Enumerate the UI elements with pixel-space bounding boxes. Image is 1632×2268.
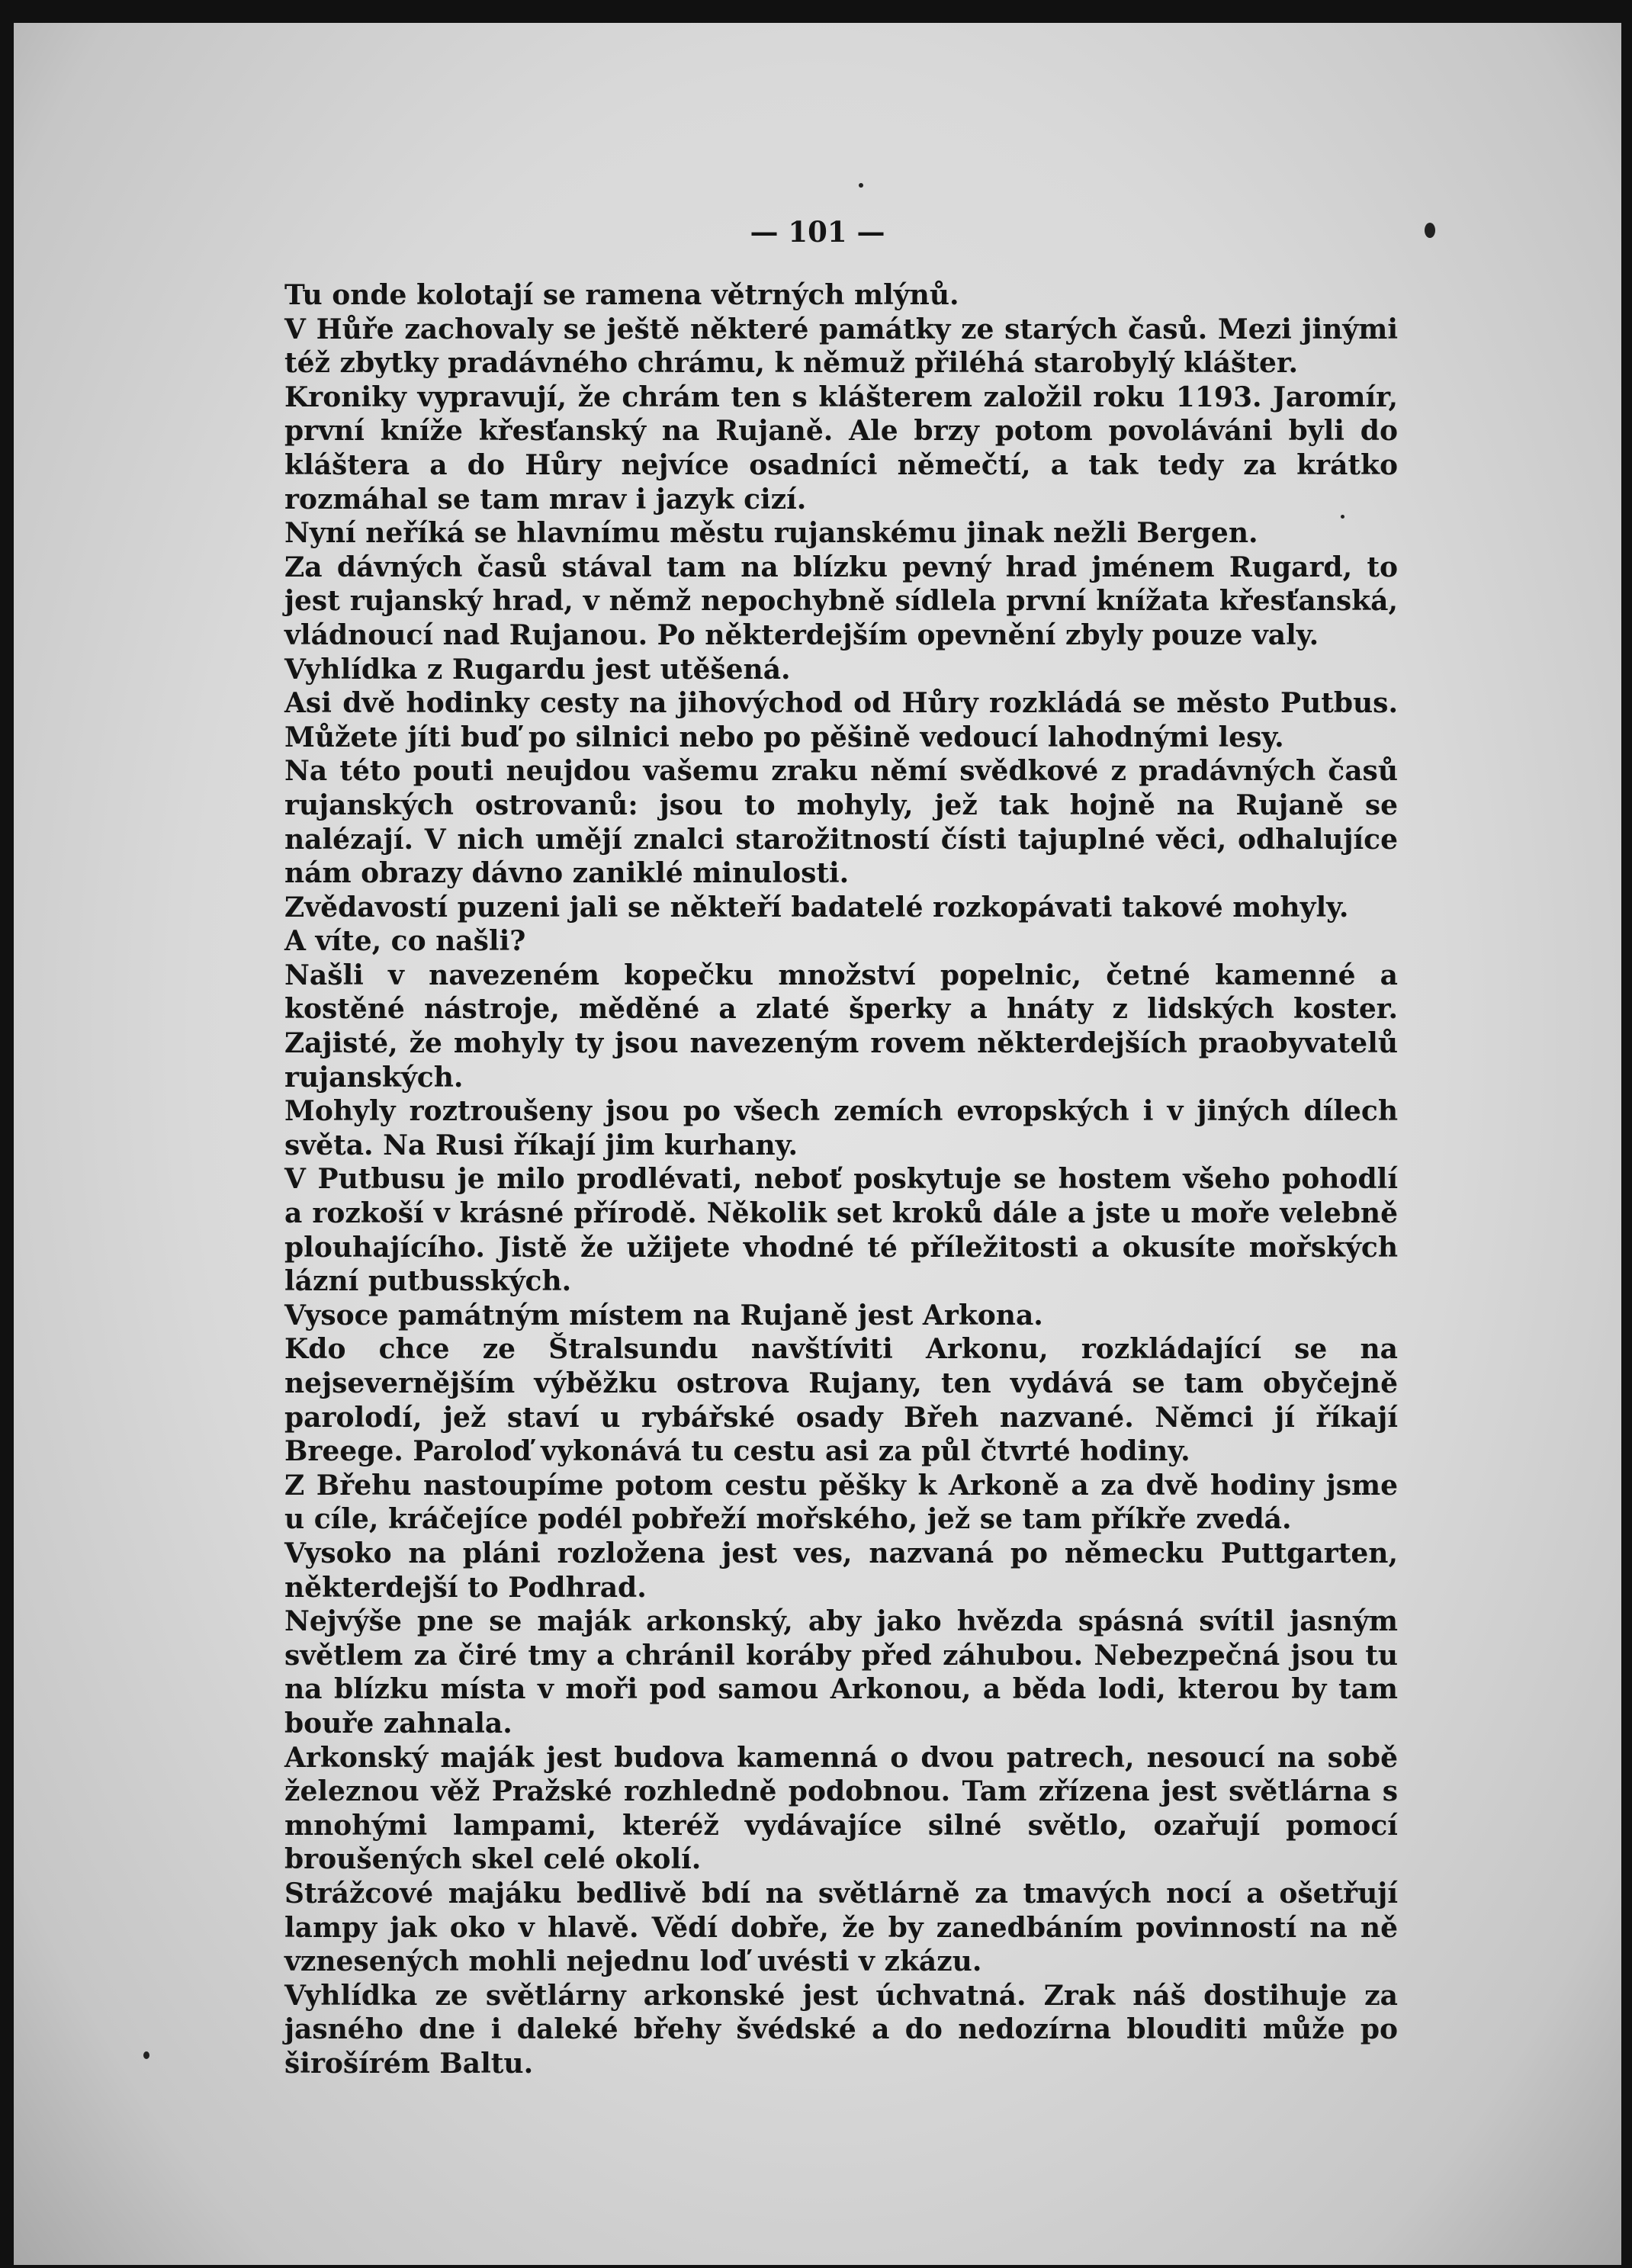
paragraph: Za dávných časů stával tam na blízku pevný hrad jménem Rugard, to jest rujanský hrad, v němž nepochybně sídlela první knížata křesťanská, vládnoucí nad Rujanou. Po některdejším opevnění zbyly pouze valy. [284,551,1398,651]
ink-speck [143,2051,149,2059]
paragraph: Vysoce památným místem na Rujaně jest Arkona. [284,1299,1043,1332]
paragraph: Našli v navezeném kopečku množství popelnic, četné kamenné a kostěné nástroje, měděné a zlaté šperky a hnáty z lidských koster. Zajisté, že mohyly ty jsou navezeným rovem některdejších praobyvatelů rujanských. [284,959,1398,1094]
paper-sheet [14,23,1621,2265]
body-text [284,278,1398,2080]
ink-speck [859,183,863,188]
page-number: — 101 — [750,215,885,249]
paragraph: A víte, co našli? [284,925,526,958]
paragraph: Vyhlídka z Rugardu jest utěšená. [284,653,791,686]
paragraph: Asi dvě hodinky cesty na jihovýchod od Hůry rozkládá se město Putbus. Můžete jíti buď po silnici nebo po pěšině vedoucí lahodnými lesy. [284,687,1398,753]
paragraph: Zvědavostí puzeni jali se někteří badatelé rozkopávati takové mohyly. [284,891,1349,924]
paragraph: Kroniky vypravují, že chrám ten s klášterem založil roku 1193. Jaromír, první kníže křesťanský na Rujaně. Ale brzy potom povoláváni byli do kláštera a do Hůry nejvíce osadníci němečtí, a tak tedy za krátko rozmáhal se tam mrav i jazyk cizí. [284,381,1398,516]
paragraph: Vyhlídka ze světlárny arkonské jest úchvatná. Zrak náš dostihuje za jasného dne i daleké břehy švédské a do nedozírna blouditi může po širošírém Baltu. [284,1979,1398,2080]
paragraph: Vysoko na pláni rozložena jest ves, nazvaná po německu Puttgarten, některdejší to Podhrad. [284,1537,1398,1604]
paragraph: Mohyly roztroušeny jsou po všech zemích evropských i v jiných dílech světa. Na Rusi říkají jim kurhany. [284,1095,1398,1161]
paragraph: Strážcové majáku bedlivě bdí na světlárně za tmavých nocí a ošetřují lampy jak oko v hlavě. Vědí dobře, že by zanedbáním povinností na ně vznesených mohli nejednu loď uvésti v zkázu. [284,1877,1398,1978]
paragraph: Tu onde kolotají se ramena větrných mlýnů. [284,279,959,311]
paragraph: V Putbusu je milo prodlévati, neboť poskytuje se hostem všeho pohodlí a rozkoší v krásné přírodě. Několik set kroků dále a jste u moře velebně plouhajícího. Jistě že užijete vhodné té příležitosti a okusíte mořských lázní putbusských. [284,1163,1398,1298]
paragraph: V Hůře zachovaly se ještě některé památky ze starých časů. Mezi jinými též zbytky pradávného chrámu, k němuž přiléhá starobylý klášter. [284,313,1398,380]
paragraph: Na této pouti neujdou vašemu zraku němí svědkové z pradávných časů rujanských ostrovanů: jsou to mohyly, jež tak hojně na Rujaně se nalézají. V nich umějí znalci starožitností čísti tajuplné věci, odhalujíce nám obrazy dávno zaniklé minulosti. [284,755,1398,890]
paragraph: Nyní neříká se hlavnímu městu rujanskému jinak nežli Bergen. [284,517,1258,550]
paragraph: Z Břehu nastoupíme potom cestu pěšky k Arkoně a za dvě hodiny jsme u cíle, kráčejíce podél pobřeží mořského, jež se tam příkře zvedá. [284,1469,1398,1536]
paragraph: Kdo chce ze Štralsundu navštíviti Arkonu, rozkládající se na nejsevernějším výběžku ostrova Rujany, ten vydává se tam obyčejně parolodí, jež staví u rybářské osady Břeh nazvané. Němci jí říkají Breege. Paroloď vykonává tu cestu asi za půl čtvrté hodiny. [284,1333,1398,1468]
paragraph: Arkonský maják jest budova kamenná o dvou patrech, nesoucí na sobě železnou věž Pražské rozhledně podobnou. Tam zřízena jest světlárna s mnohými lampami, kteréž vydávajíce silné světlo, ozařují pomocí broušených skel celé okolí. [284,1741,1398,1876]
paragraph: Nejvýše pne se maják arkonský, aby jako hvězda spásná svítil jasným světlem za čiré tmy a chránil koráby před záhubou. Nebezpečná jsou tu na blízku místa v moři pod samou Arkonou, a běda lodi, kterou by tam bouře zahnala. [284,1605,1398,1740]
